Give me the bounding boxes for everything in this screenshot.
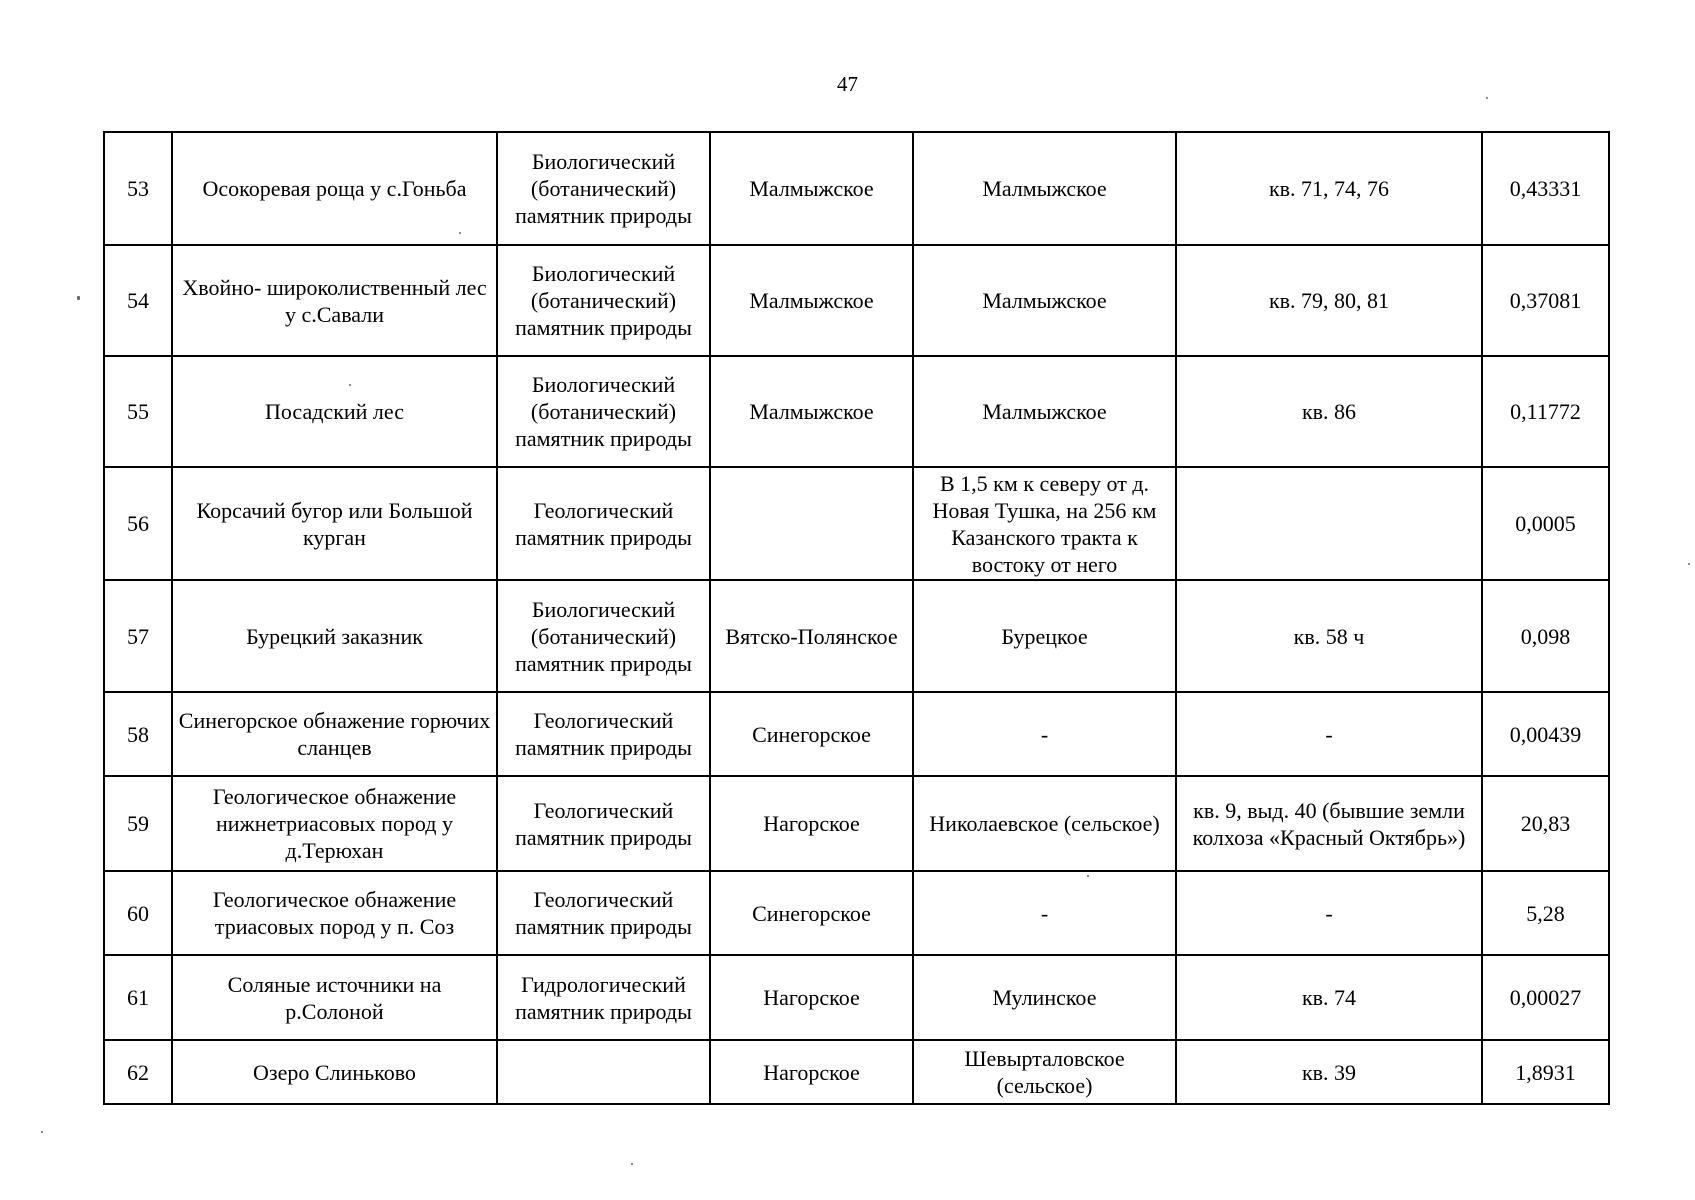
cell-area: 0,00439 [1482, 692, 1609, 776]
table-row [104, 692, 1609, 776]
cell-num: 54 [104, 245, 172, 356]
cell-quarters: кв. 58 ч [1176, 580, 1482, 692]
cell-forestry: Нагорское [710, 955, 913, 1040]
cell-name: Корсачий бугор или Большой курган [172, 467, 497, 580]
scan-speck [1087, 875, 1089, 877]
cell-name: Осокоревая роща у с.Гоньба [172, 132, 497, 245]
cell-forestry: Малмыжское [710, 245, 913, 356]
scan-speck [1688, 563, 1690, 565]
cell-district: - [913, 871, 1176, 955]
cell-district: Малмыжское [913, 132, 1176, 245]
cell-name: Хвойно- широколиственный лес у с.Савали [172, 245, 497, 356]
cell-forestry: Малмыжское [710, 132, 913, 245]
cell-forestry: Вятско-Полянское [710, 580, 913, 692]
scan-speck [349, 384, 351, 386]
cell-quarters: - [1176, 692, 1482, 776]
cell-area: 5,28 [1482, 871, 1609, 955]
cell-type: Биологический (ботанический) памятник природы [497, 245, 710, 356]
cell-quarters: кв. 71, 74, 76 [1176, 132, 1482, 245]
cell-area: 20,83 [1482, 776, 1609, 871]
cell-name: Озеро Слиньково [172, 1040, 497, 1104]
cell-district: Малмыжское [913, 245, 1176, 356]
cell-area: 0,0005 [1482, 467, 1609, 580]
table-row [104, 245, 1609, 356]
table-row [104, 356, 1609, 467]
table-row [104, 776, 1609, 871]
cell-district: Малмыжское [913, 356, 1176, 467]
cell-name: Бурецкий заказник [172, 580, 497, 692]
cell-forestry: Нагорское [710, 776, 913, 871]
cell-area: 0,098 [1482, 580, 1609, 692]
scan-speck [41, 1131, 43, 1133]
table-row [104, 467, 1609, 580]
scan-speck [459, 232, 461, 234]
cell-forestry [710, 467, 913, 580]
cell-quarters: - [1176, 871, 1482, 955]
cell-forestry: Синегорское [710, 692, 913, 776]
cell-type: Биологический (ботанический) памятник природы [497, 356, 710, 467]
cell-num: 59 [104, 776, 172, 871]
cell-type: Гидрологический памятник природы [497, 955, 710, 1040]
scan-speck [1486, 97, 1488, 99]
cell-type: Геологический памятник природы [497, 871, 710, 955]
cell-name: Посадский лес [172, 356, 497, 467]
cell-district: Бурецкое [913, 580, 1176, 692]
table-row [104, 580, 1609, 692]
scan-speck [631, 1163, 633, 1165]
cell-area: 0,37081 [1482, 245, 1609, 356]
cell-district: - [913, 692, 1176, 776]
cell-district: Николаевское (сельское) [913, 776, 1176, 871]
table-row [104, 871, 1609, 955]
cell-num: 61 [104, 955, 172, 1040]
cell-area: 0,00027 [1482, 955, 1609, 1040]
cell-num: 60 [104, 871, 172, 955]
cell-district: Мулинское [913, 955, 1176, 1040]
cell-num: 62 [104, 1040, 172, 1104]
natural-monuments-table [103, 131, 1610, 1105]
cell-type: Геологический памятник природы [497, 776, 710, 871]
cell-num: 53 [104, 132, 172, 245]
table-row [104, 132, 1609, 245]
cell-quarters [1176, 467, 1482, 580]
cell-forestry: Нагорское [710, 1040, 913, 1104]
scan-speck [77, 296, 80, 300]
cell-num: 56 [104, 467, 172, 580]
cell-area: 0,43331 [1482, 132, 1609, 245]
cell-num: 55 [104, 356, 172, 467]
cell-num: 58 [104, 692, 172, 776]
cell-type: Геологический памятник природы [497, 692, 710, 776]
cell-type: Биологический (ботанический) памятник природы [497, 132, 710, 245]
cell-type: Геологический памятник природы [497, 467, 710, 580]
cell-quarters: кв. 74 [1176, 955, 1482, 1040]
cell-num: 57 [104, 580, 172, 692]
cell-quarters: кв. 79, 80, 81 [1176, 245, 1482, 356]
cell-area: 1,8931 [1482, 1040, 1609, 1104]
cell-type: Биологический (ботанический) памятник природы [497, 580, 710, 692]
cell-district: Шевырталовское (сельское) [913, 1040, 1176, 1104]
table-row [104, 955, 1609, 1040]
cell-forestry: Малмыжское [710, 356, 913, 467]
cell-name: Геологическое обнажение нижнетриасовых пород у д.Терюхан [172, 776, 497, 871]
cell-quarters: кв. 39 [1176, 1040, 1482, 1104]
table-body [104, 132, 1609, 1104]
cell-type [497, 1040, 710, 1104]
table-row [104, 1040, 1609, 1104]
cell-quarters: кв. 86 [1176, 356, 1482, 467]
cell-name: Геологическое обнажение триасовых пород у п. Соз [172, 871, 497, 955]
cell-name: Синегорское обнажение горючих сланцев [172, 692, 497, 776]
cell-name: Соляные источники на р.Солоной [172, 955, 497, 1040]
cell-forestry: Синегорское [710, 871, 913, 955]
cell-district: В 1,5 км к северу от д. Новая Тушка, на 256 км Казанского тракта к востоку от него [913, 467, 1176, 580]
cell-area: 0,11772 [1482, 356, 1609, 467]
page-number: 47 [837, 72, 858, 96]
cell-quarters: кв. 9, выд. 40 (бывшие земли колхоза «Красный Октябрь») [1176, 776, 1482, 871]
